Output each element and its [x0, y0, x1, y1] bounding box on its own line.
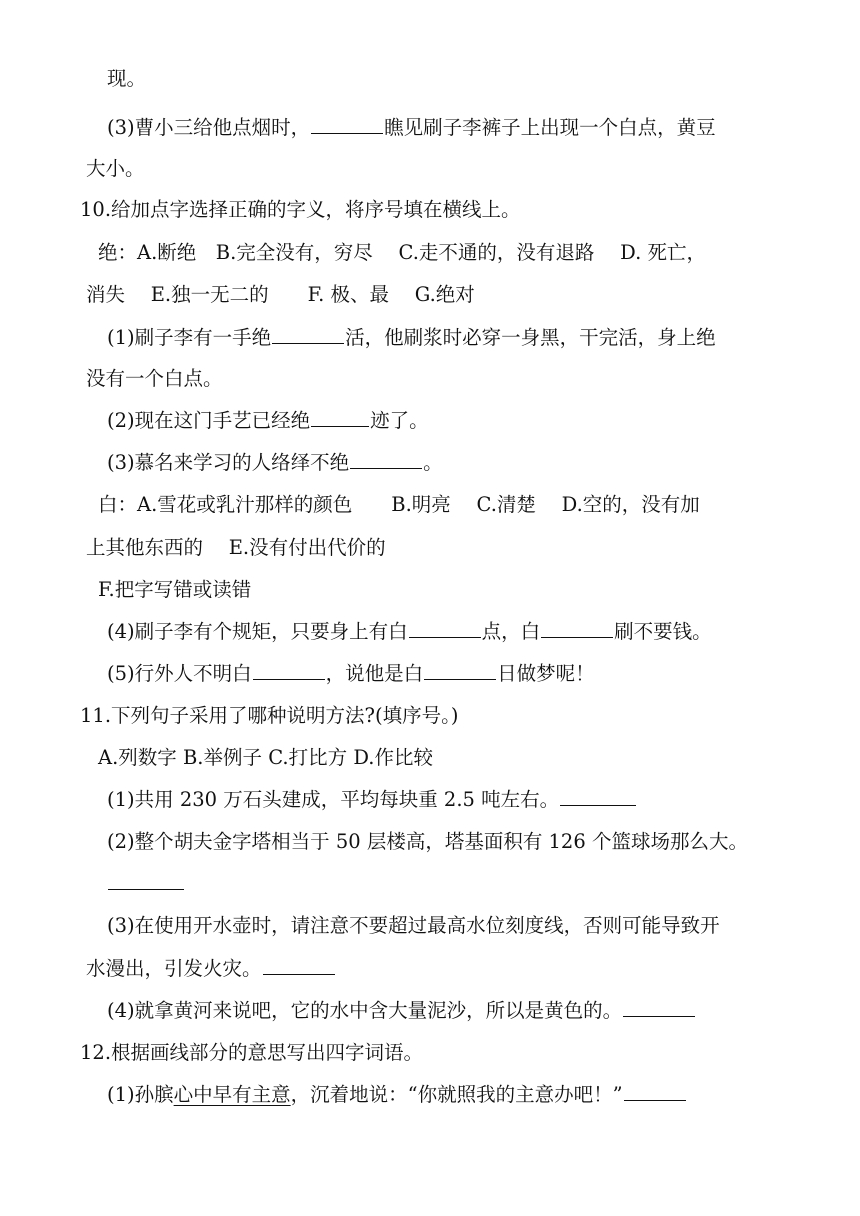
answer-blank[interactable] — [623, 998, 695, 1017]
q10-item-4: (4)刷子李有个规矩，只要身上有白 点，白 刷不要钱。 — [107, 620, 712, 643]
jue-definitions-cont: 消失 E.独一无二的 F. 极、最 G.绝对 — [86, 283, 475, 306]
q10-item-2: (2)现在这门手艺已经绝 迹了。 — [107, 409, 429, 432]
q10-title: 10.给加点字选择正确的字义，将序号填在横线上。 — [80, 198, 521, 221]
answer-blank[interactable] — [541, 619, 613, 638]
answer-blank[interactable] — [108, 871, 184, 890]
answer-blank[interactable] — [263, 956, 335, 975]
answer-blank[interactable] — [409, 619, 481, 638]
answer-blank[interactable] — [424, 661, 496, 680]
q10-item-5: (5)行外人不明白 ，说他是白 日做梦呢！ — [107, 662, 595, 685]
q11-item-1: (1)共用 230 万石头建成，平均每块重 2.5 吨左右。 — [107, 787, 637, 813]
q11-options: A.列数字 B.举例子 C.打比方 D.作比较 — [98, 746, 433, 769]
answer-blank[interactable] — [311, 408, 369, 427]
q10-item-1-cont: 没有一个白点。 — [86, 367, 223, 390]
jue-definitions: 绝：A.断绝 B.完全没有，穷尽 C.走不通的，没有退路 D. 死亡， — [98, 241, 706, 264]
answer-blank[interactable] — [272, 325, 344, 344]
q12-item-1: (1)孙膑心中早有主意，沉着地说：“你就照我的主意办吧！” — [107, 1082, 687, 1108]
q9-item-3-cont: 大小。 — [86, 157, 145, 180]
bai-definitions-cont2: F.把字写错或读错 — [98, 578, 252, 601]
q12-title: 12.根据画线部分的意思写出四字词语。 — [80, 1041, 424, 1064]
q9-item-3: (3)曹小三给他点烟时， 瞧见刷子李裤子上出现一个白点，黄豆 — [107, 116, 716, 139]
bai-definitions: 白：A.雪花或乳汁那样的颜色 B.明亮 C.清楚 D.空的，没有加 — [98, 493, 700, 516]
answer-blank[interactable] — [311, 115, 383, 134]
answer-blank[interactable] — [253, 661, 325, 680]
q10-item-3: (3)慕名来学习的人络绎不绝 。 — [107, 451, 443, 474]
q11-item-3: (3)在使用开水壶时，请注意不要超过最高水位刻度线，否则可能导致开 — [107, 914, 720, 937]
q11-item-4: (4)就拿黄河来说吧，它的水中含大量泥沙，所以是黄色的。 — [107, 998, 696, 1024]
q9-continuation: 现。 — [107, 67, 147, 90]
q11-title: 11.下列句子采用了哪种说明方法?(填序号。) — [80, 704, 459, 727]
bai-definitions-cont: 上其他东西的 E.没有付出代价的 — [86, 536, 386, 559]
answer-blank[interactable] — [560, 787, 636, 806]
underlined-phrase: 心中早有主意 — [173, 1083, 291, 1106]
q11-item-3-cont: 水漫出，引发火灾。 — [86, 956, 336, 982]
q10-item-1: (1)刷子李有一手绝 活，他刷浆时必穿一身黑，干完活，身上绝 — [107, 326, 716, 349]
q11-item-2: (2)整个胡夫金字塔相当于 50 层楼高，塔基面积有 126 个篮球场那么大。 — [107, 830, 748, 853]
answer-blank[interactable] — [350, 450, 422, 469]
q11-item-2-blank-line — [107, 871, 185, 897]
answer-blank[interactable] — [624, 1082, 686, 1101]
